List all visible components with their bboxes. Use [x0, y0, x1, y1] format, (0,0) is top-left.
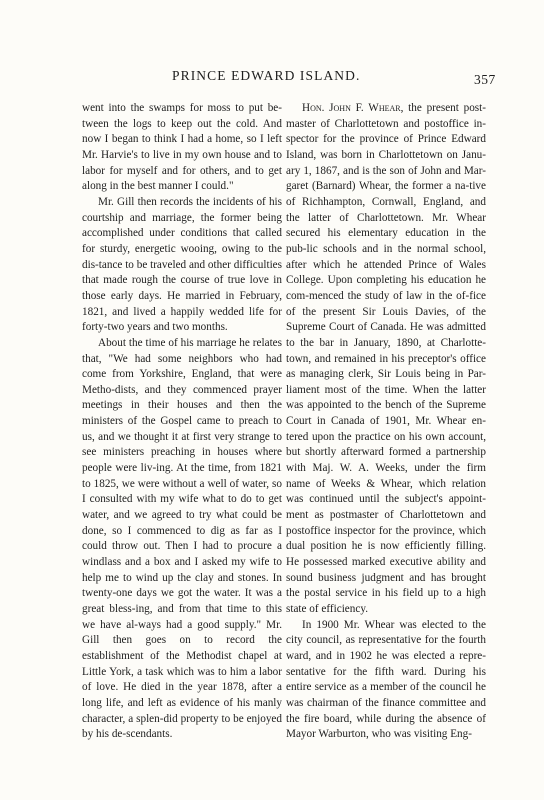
running-title: PRINCE EDWARD ISLAND. [172, 68, 361, 83]
right-paragraph-1 [286, 101, 486, 618]
left-paragraph-1: went into the swamps for moss to put be-tween the logs to keep out the cold. And now I began to think I had a home, so I left Mr. Harvie's to live in my own house and to labor for myself and for others, and to get along in the best manner I could." [82, 102, 282, 193]
right-paragraph-1-text: the present post-master of Charlottetown and postoffice in-spector for the province of Prince Edward Island, was born in Charlottetown on Janu-ary 1, 1867, and is the son of John and Mar-garet (Barnard) Whear, the former a na-tive of Richhampton, Cornwall, England, and the latter of Charlottetown. Mr. Whear secured his elementary education in the pub-lic schools and in the normal school, after which he attended Prince of Wales College. Upon completing his education he com-menced the study of law in the of-fice of the present Sir Louis Davies, of the Supreme Court of Canada. He was admitted to the bar in January, 1890, at Charlotte-town, and remained in his preceptor's office as managing clerk, Sir Louis being in Par-liament most of the time. When the latter was appointed to the bench of the Supreme Court in Canada of 1901, Mr. Whear en-tered upon the practice on his own account, but shortly afterward formed a partnership with Maj. W. A. Weeks, under the firm name of Weeks & Whear, which relation was continued until the subject's appoint-ment as postmaster of Charlottetown and postoffice inspector for the province, which dual position he is now efficiently filling. He possessed marked executive ability and sound business judgment and has brought the postal service in his field up to a high state of efficiency. [286, 102, 486, 615]
left-paragraph-2: Mr. Gill then records the incidents of his courtship and marriage, the former being accomplished under conditions that called for sturdy, energetic wooing, owing to the dis-tance to be traveled and other difficulties that made rough the course of true love in those early days. He married in February, 1821, and lived a happily wedded life for forty-two years and two months. [82, 195, 282, 334]
bio-subject-name: Hon. John F. Whear, [302, 102, 404, 114]
page-number: 357 [474, 72, 496, 87]
right-paragraph-2: In 1900 Mr. Whear was elected to the city council, as representative for the fourth ward, and in 1902 he was elected a repre-sentative for the fifth ward. During his entire service as a member of the council he was chairman of the finance committee and the fire board, while during the absence of Mayor Warburton, who was visiting Eng- [286, 618, 486, 741]
page-header [0, 68, 544, 88]
right-column [286, 101, 486, 743]
left-column [82, 101, 282, 743]
left-paragraph-3: About the time of his marriage he relates that, "We had some neighbors who had come from Yorkshire, England, that were Metho-dists, and they commenced prayer meetings in their houses and then the ministers of the Gospel came to preach to us, and we thought it at first very strange to see ministers preaching in houses where people were liv-ing. At the time, from 1821 to 1825, we were without a well of water, so I consulted with my wife what to do to get water, and we agreed to try what could be done, so I commenced to dig as far as I could throw out. Then I had to procure a windlass and a box and I asked my wife to help me to wind up the clay and stones. In twenty-one days we got the water. It was a great bless-ing, and from that time to this we have al-ways had a good supply." Mr. Gill then goes on to record the establishment of the Methodist chapel at Little York, a task which was to him a labor of love. He died in the year 1878, after a long life, and left as evidence of his manly character, a splen-did property to be enjoyed by his de-scendants. [82, 336, 282, 741]
